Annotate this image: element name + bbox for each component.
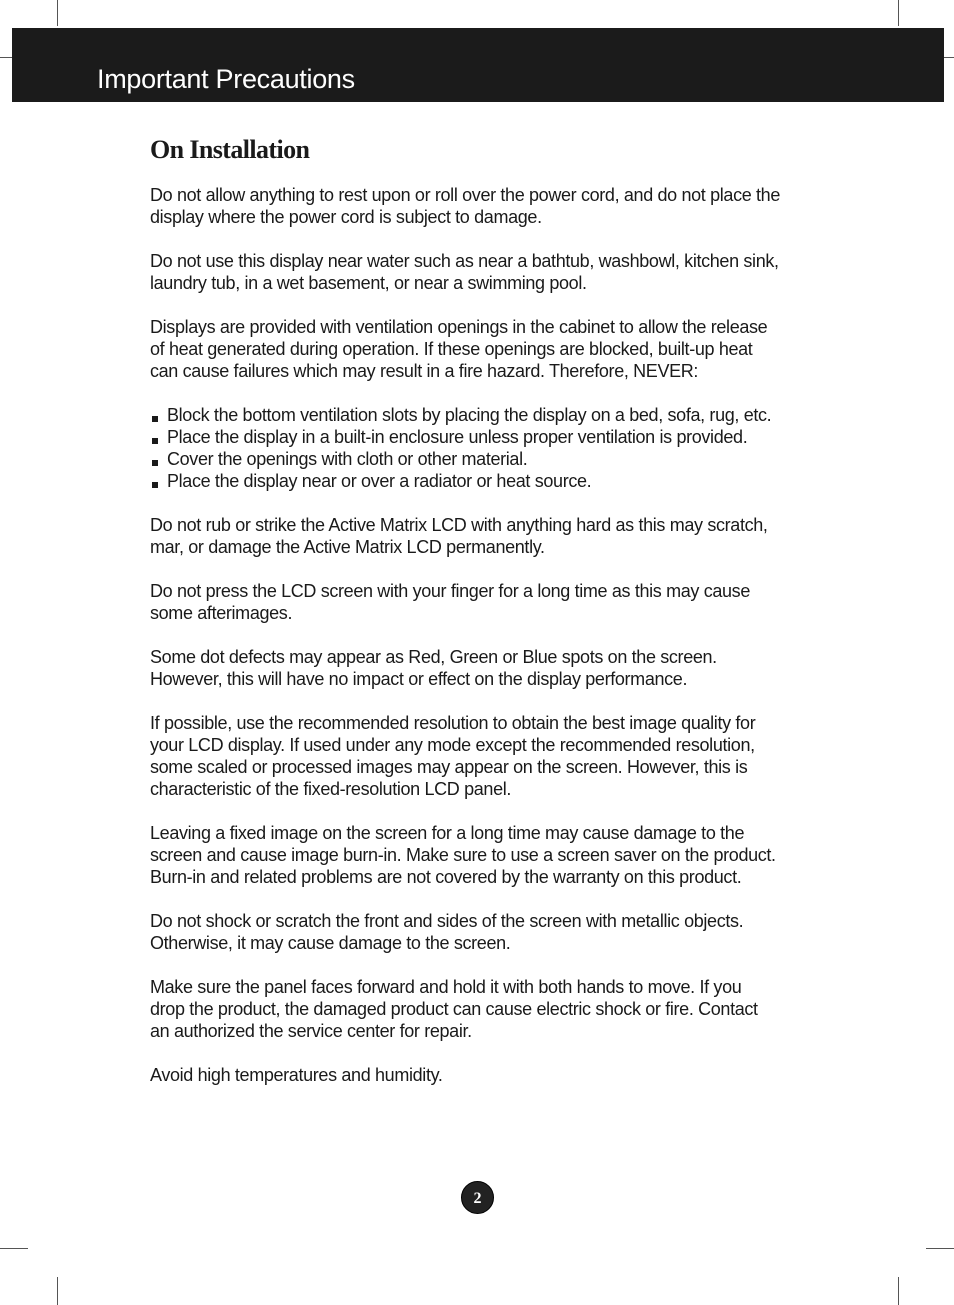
crop-mark <box>944 57 954 58</box>
list-item-text: Cover the openings with cloth or other material. <box>167 449 528 469</box>
page-title: Important Precautions <box>97 64 355 94</box>
bullet-square-icon <box>152 416 158 422</box>
page-number-badge: 2 <box>461 1181 494 1214</box>
list-item <box>150 448 810 470</box>
paragraph: Displays are provided with ventilation openings in the cabinet to allow the release of heat generated during operation. If these openings are blocked, built-up heat can cause failures which may result in a fire hazard. Therefore, NEVER: <box>150 317 768 381</box>
crop-mark <box>57 1277 58 1305</box>
bullet-square-icon <box>152 460 158 466</box>
list-item-text: Place the display near or over a radiator or heat source. <box>167 471 592 491</box>
paragraph: Avoid high temperatures and humidity. <box>150 1065 443 1085</box>
bullet-square-icon <box>152 438 158 444</box>
paragraph: Leaving a fixed image on the screen for a long time may cause damage to the screen and cause image burn-in. Make sure to use a screen saver on the product. Burn-in and related problems are not covered by the warranty on this product. <box>150 823 776 887</box>
header-bar <box>12 28 944 102</box>
paragraph: If possible, use the recommended resolution to obtain the best image quality for your LCD display. If used under any mode except the recommended resolution, some scaled or processed images may appear on the screen. However, this is characteristic of the fixed-resolution LCD panel. <box>150 713 756 799</box>
section-title: On Installation <box>150 135 310 164</box>
main-content <box>150 134 810 1108</box>
list-item-text: Place the display in a built-in enclosure unless proper ventilation is provided. <box>167 427 748 447</box>
bullet-square-icon <box>152 482 158 488</box>
crop-mark <box>898 0 899 26</box>
paragraph: Do not allow anything to rest upon or roll over the power cord, and do not place the display where the power cord is subject to damage. <box>150 185 781 227</box>
paragraph: Some dot defects may appear as Red, Green or Blue spots on the screen. However, this will have no impact or effect on the display performance. <box>150 647 717 689</box>
crop-mark <box>57 0 58 26</box>
paragraph: Do not use this display near water such as near a bathtub, washbowl, kitchen sink, laundry tub, in a wet basement, or near a swimming pool. <box>150 251 779 293</box>
crop-mark <box>0 57 12 58</box>
list-item-text: Block the bottom ventilation slots by placing the display on a bed, sofa, rug, etc. <box>167 405 772 425</box>
bullet-list <box>150 404 810 492</box>
paragraph: Make sure the panel faces forward and hold it with both hands to move. If you drop the product, the damaged product can cause electric shock or fire. Contact an authorized the service center for repair. <box>150 977 758 1041</box>
crop-mark <box>926 1248 954 1249</box>
list-item <box>150 470 810 492</box>
list-item <box>150 404 810 426</box>
paragraph: Do not press the LCD screen with your finger for a long time as this may cause some afterimages. <box>150 581 750 623</box>
paragraph: Do not shock or scratch the front and sides of the screen with metallic objects. Otherwise, it may cause damage to the screen. <box>150 911 744 953</box>
crop-mark <box>898 1277 899 1305</box>
list-item <box>150 426 810 448</box>
paragraph: Do not rub or strike the Active Matrix LCD with anything hard as this may scratch, mar, or damage the Active Matrix LCD permanently. <box>150 515 768 557</box>
crop-mark <box>0 1248 28 1249</box>
